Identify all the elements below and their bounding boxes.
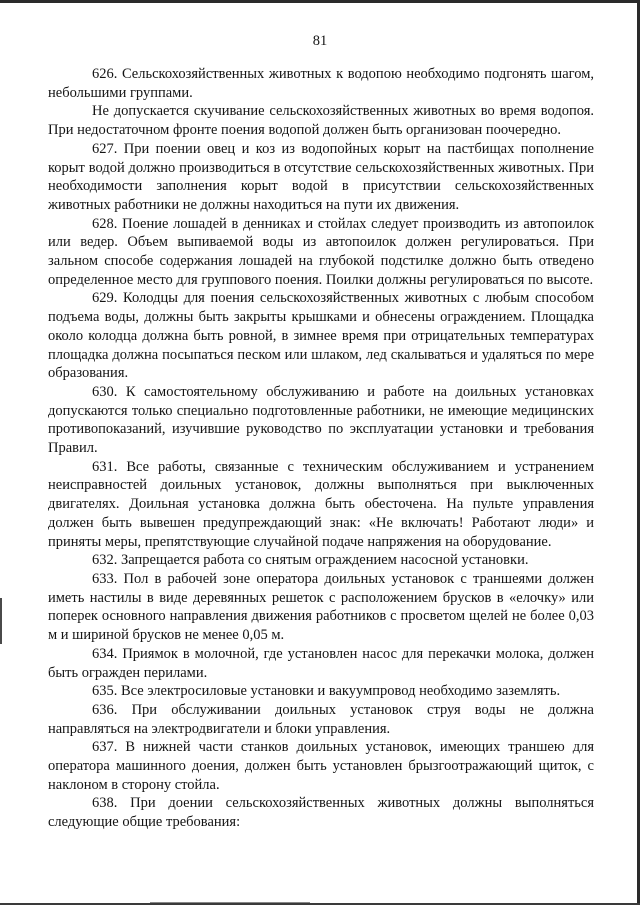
paragraph-636: 636. При обслуживании доильных установок струя воды не должна направляться на электродвигатели и блоки управления.: [48, 701, 594, 737]
paragraph-637: 637. В нижней части станков доильных установок, имеющих траншею для оператора машинного доения, должен быть установлен брызгоотражающий щиток, с наклоном в сторону стойла.: [48, 739, 594, 793]
scan-edge-top: [0, 0, 640, 3]
paragraph-638: 638. При доении сельскохозяйственных животных должны выполняться следующие общие требования:: [48, 795, 594, 831]
scan-mark-bottom: [150, 902, 310, 903]
paragraph-629: 629. Колодцы для поения сельскохозяйственных животных с любым способом подъема воды, должны быть закрыты крышками и обнесены ограждением. Площадка около колодца должна быть ровной, в зимнее время при отрицательных температурах площадка должна посыпаться песком или шлаком, лед скалываться и удаляться по мере образования.: [48, 290, 594, 382]
paragraph-635: 635. Все электросиловые установки и вакуумпровод необходимо заземлять.: [92, 683, 561, 700]
paragraph-634: 634. Приямок в молочной, где установлен насос для перекачки молока, должен быть огражден перилами.: [48, 645, 594, 681]
paragraph-628: 628. Поение лошадей в денниках и стойлах следует производить из автопоилок или ведер. Объем выпиваемой воды из автопоилок должен регулироваться. При зальном способе содержания лошадей на глубокой подстилке должно быть отведено определенное место для группового поения. Поилки должны регулироваться по высоте.: [48, 215, 594, 288]
paragraph-633: 633. Пол в рабочей зоне оператора доильных установок с траншеями должен иметь настилы в виде деревянных решеток с расположением брусков в «елочку» или поперек основного направления движения работников с просветом щелей не более 0,03 м и шириной брусков не менее 0,05 м.: [48, 570, 594, 644]
page-number: 81: [312, 33, 328, 49]
paragraph-631: 631. Все работы, связанные с техническим обслуживанием и устранением неисправностей доильных установок, должны выполняться при выключенных двигателях. Доильная установка должна быть обесточена. На пульте управления должен быть вывешен предупреждающий знак: «Не включать! Работают люди» и приняты меры, препятствующие случайной подаче напряжения на оборудование.: [48, 458, 594, 550]
paragraph-626: 626. Сельскохозяйственных животных к водопою необходимо подгонять шагом, небольшими группами.: [48, 66, 594, 101]
body-text: [48, 65, 594, 832]
paragraph-632: 632. Запрещается работа со снятым ограждением насосной установки.: [92, 552, 529, 569]
scan-mark-left: [0, 598, 2, 644]
paragraph-626-continued: Не допускается скучивание сельскохозяйственных животных во время водопоя. При недостаточном фронте поения водопой должен быть организован поочередно.: [48, 103, 594, 139]
paragraph-627: 627. При поении овец и коз из водопойных корыт на пастбищах пополнение корыт водой должно производиться в отсутствие сельскохозяйственных животных. При необходимости заполнения корыт водой в присутствии сельскохозяйственных животных работники не должны находиться на пути их движения.: [48, 140, 594, 213]
paragraph-630: 630. К самостоятельному обслуживанию и работе на доильных установках допускаются только специально подготовленные работники, не имеющие медицинских противопоказаний, изучившие руководство по эксплуатации установки и требования Правил.: [48, 383, 594, 457]
